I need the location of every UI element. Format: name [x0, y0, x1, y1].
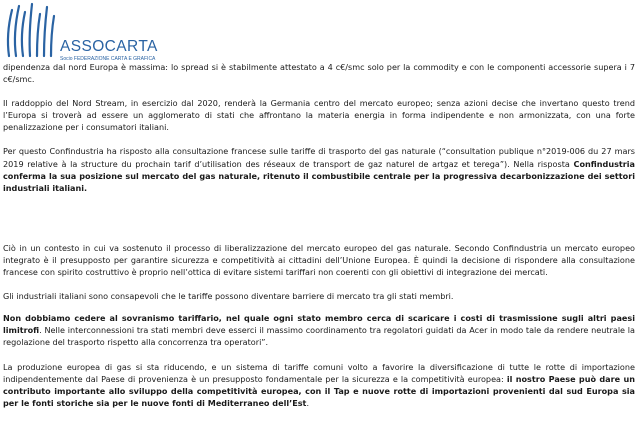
paragraph-sovereignty — [3, 312, 635, 348]
paragraph-consultation — [3, 145, 635, 193]
logo-wordmark: ASSOCARTA — [60, 38, 158, 55]
paragraph-production-text: La produzione europea di gas si sta riducendo, e un sistema di tariffe comuni volto a favorire la diversificazione di tutte le rotte di importazione indipendentemente dal Paese di provenienza è un presupposto fondamentale per la sicurezza e la competitività europea: — [3, 361, 635, 384]
paragraph-liberalization: Ciò in un contesto in cui va sostenuto il processo di liberalizzazione del mercato europeo del gas naturale. Secondo Confindustria un mercato europeo integrato è il presupposto per garantire sicurezza e competitività ai cittadini dell’Unione Europea. È quindi la decisione di rispondere alla consultazione francese con spirito costruttivo è proprio nell’ottica di evitare sistemi tariffari non coerenti con gli obiettivi di integrazione dei mercati. — [3, 242, 635, 278]
associazione-logo — [3, 2, 163, 62]
paragraph-consultation-emphasis: Confindustria conferma la sua posizione sul mercato del gas naturale, ritenuto il combustibile centrale per la progressiva decarbonizzazione dei settori industriali italiani. — [3, 158, 635, 193]
paragraph-consultation-text: Per questo Confindustria ha risposto alla consultazione francese sulle tariffe di trasporto del gas naturale (“consultation publique n°2019-006 du 27 mars 2019 relative à la structure du prochain tarif d’utilisation des réseaux de transport de gaz naturel de artgaz et terega”). Nella risposta — [3, 146, 635, 169]
paragraph-spread: dipendenza dal nord Europa è massima: lo spread si è stabilmente attestato a 4 c€/smc solo per la commodity e con le componenti accessorie supera i 7 c€/smc. — [3, 62, 635, 85]
document-body — [3, 61, 635, 409]
paragraph-production — [3, 361, 635, 409]
logo-subtitle: Socio FEDERAZIONE CARTA E GRAFICA — [60, 56, 156, 62]
paragraph-tariff-barriers: Gli industriali italiani sono consapevoli che le tariffe possono diventare barriere di mercato tra gli stati membri. — [3, 291, 454, 302]
paragraph-sovereignty-emphasis: Non dobbiamo cedere al sovranismo tariffario, nel quale ogni stato membro cerca di scaricare i costi di trasmissione sugli altri paesi limitrofi — [3, 313, 635, 336]
paragraph-production-emphasis: il nostro Paese può dare un contributo importante allo sviluppo della competitività europea, con il Tap e nuove rotte di importazioni provenienti dal sud Europa sia per le fonti storiche sia per le nuove fonti di Mediterraneo dell’Est — [3, 373, 635, 408]
paragraph-nord-stream: Il raddoppio del Nord Stream, in esercizio dal 2020, renderà la Germania centro del mercato europeo; senza azioni decise che invertano questo trend l’Europa si troverà ad essere un agglomerato di stati che affrontano la materia energia in forma indipendente e non armonizzata, con una forte penalizzazione per i consumatori italiani. — [3, 98, 635, 133]
columns-emblem-icon — [3, 2, 61, 58]
paragraph-sovereignty-text: . Nelle interconnessioni tra stati membri deve esserci il massimo coordinamento tra regolatori guidati da Acer in modo tale da rendere neutrale la regolazione del trasporto rispetto alla concorrenza tra operatori”. — [3, 325, 635, 348]
paragraph-production-end: . — [306, 397, 310, 408]
